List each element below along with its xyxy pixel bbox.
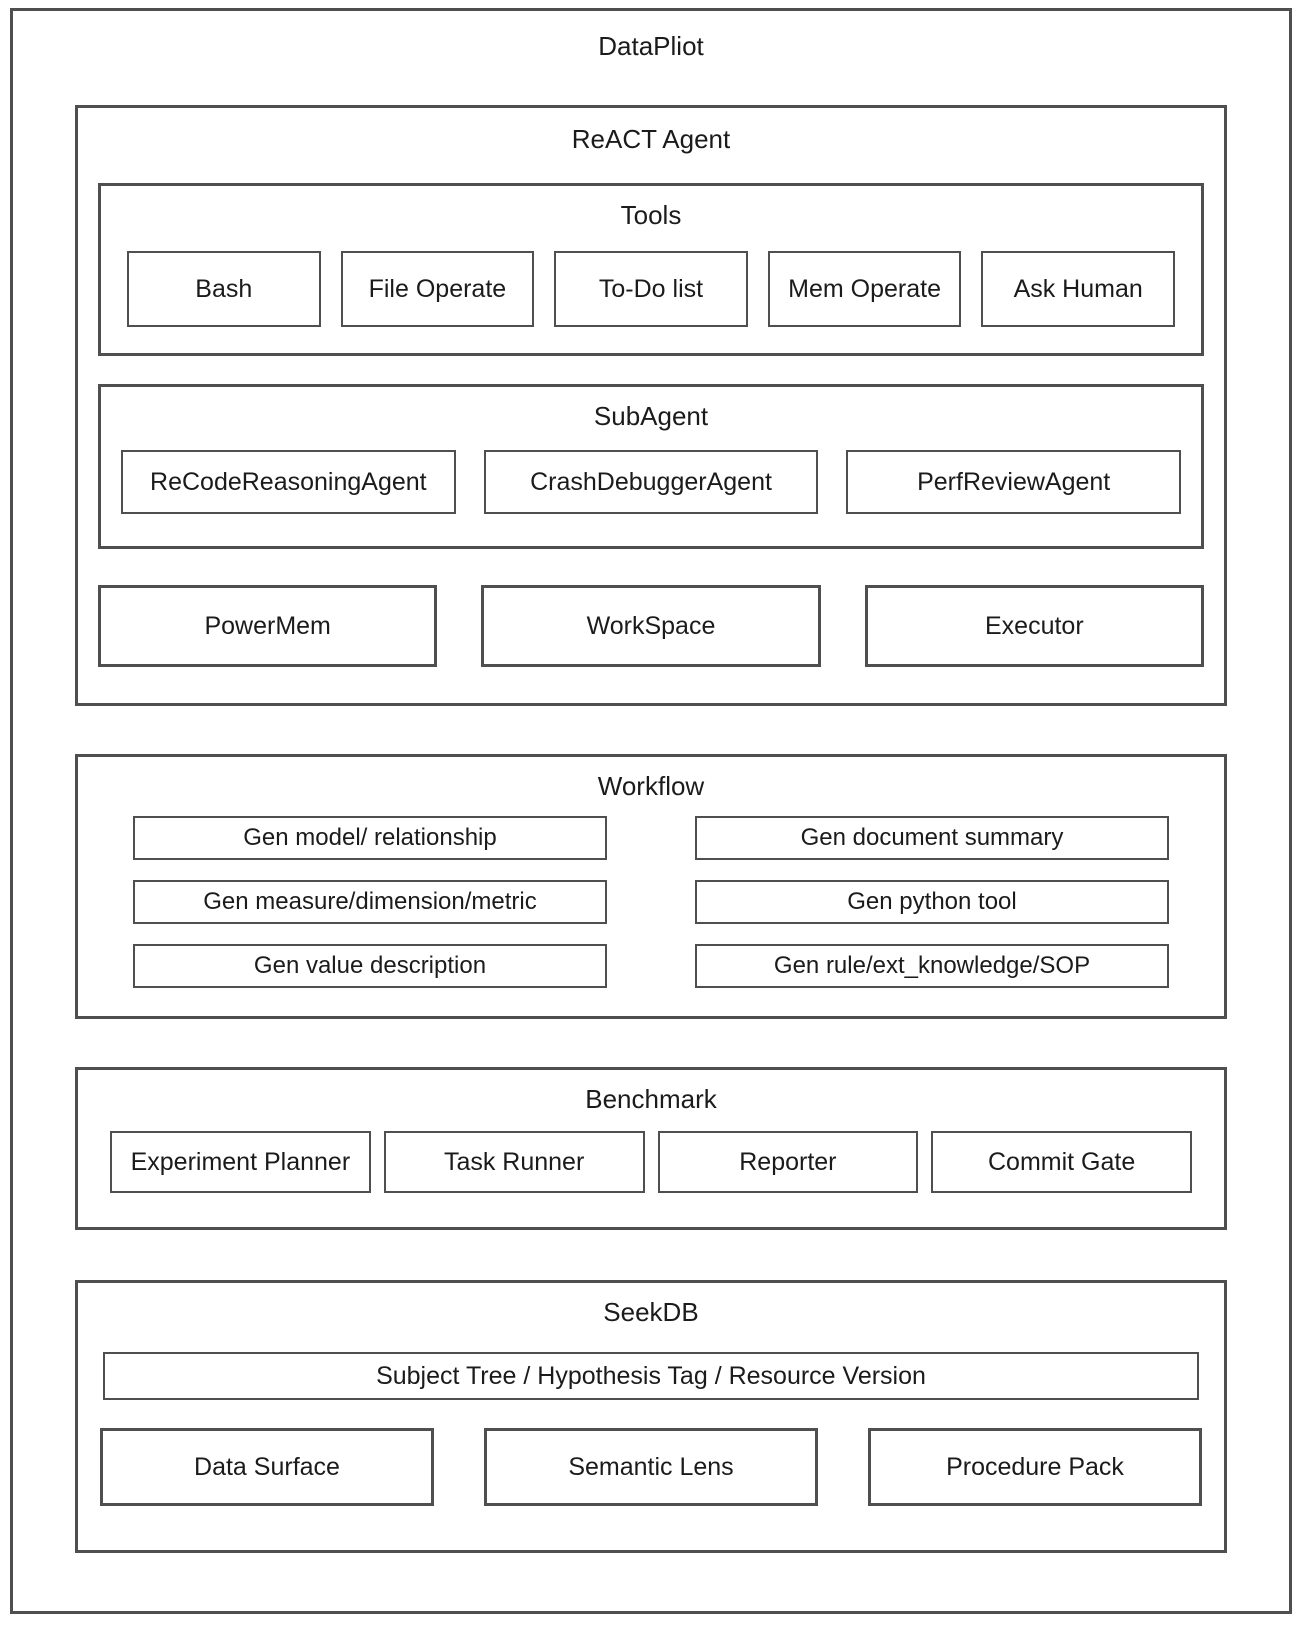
node-gen-rule-ext-knowledge-sop: Gen rule/ext_knowledge/SOP bbox=[695, 944, 1169, 988]
subagent-row bbox=[121, 450, 1181, 514]
seekdb-row bbox=[100, 1428, 1202, 1506]
workflow-title: Workflow bbox=[597, 771, 705, 801]
react-agent-components-row bbox=[98, 585, 1204, 667]
node-crash-debugger-agent: CrashDebuggerAgent bbox=[484, 450, 819, 514]
node-recode-reasoning-agent: ReCodeReasoningAgent bbox=[121, 450, 456, 514]
benchmark-row bbox=[110, 1131, 1192, 1193]
node-mem-operate: Mem Operate bbox=[768, 251, 962, 327]
node-task-runner: Task Runner bbox=[384, 1131, 645, 1193]
node-gen-measure-dimension-metric: Gen measure/dimension/metric bbox=[133, 880, 607, 924]
node-gen-model-relationship: Gen model/ relationship bbox=[133, 816, 607, 860]
subagent-group bbox=[98, 384, 1204, 549]
node-data-surface: Data Surface bbox=[100, 1428, 434, 1506]
seekdb-title: SeekDB bbox=[603, 1297, 699, 1327]
benchmark-section bbox=[75, 1067, 1227, 1230]
node-subject-tree-hypothesis-tag-resource-version: Subject Tree / Hypothesis Tag / Resource Version bbox=[103, 1352, 1199, 1400]
tools-row bbox=[127, 251, 1175, 327]
tools-group bbox=[98, 183, 1204, 356]
node-gen-document-summary: Gen document summary bbox=[695, 816, 1169, 860]
node-semantic-lens: Semantic Lens bbox=[484, 1428, 818, 1506]
workflow-grid bbox=[133, 816, 1169, 988]
node-ask-human: Ask Human bbox=[981, 251, 1175, 327]
node-commit-gate: Commit Gate bbox=[931, 1131, 1192, 1193]
outer-frame bbox=[10, 8, 1292, 1614]
react-agent-title: ReACT Agent bbox=[571, 124, 731, 154]
node-reporter: Reporter bbox=[658, 1131, 919, 1193]
benchmark-title: Benchmark bbox=[585, 1084, 717, 1114]
tools-title: Tools bbox=[620, 200, 682, 230]
node-file-operate: File Operate bbox=[341, 251, 535, 327]
node-workspace: WorkSpace bbox=[481, 585, 820, 667]
workflow-section bbox=[75, 754, 1227, 1019]
react-agent-section bbox=[75, 105, 1227, 706]
node-gen-value-description: Gen value description bbox=[133, 944, 607, 988]
node-executor: Executor bbox=[865, 585, 1204, 667]
node-procedure-pack: Procedure Pack bbox=[868, 1428, 1202, 1506]
node-experiment-planner: Experiment Planner bbox=[110, 1131, 371, 1193]
diagram-title: DataPliot bbox=[598, 31, 704, 61]
node-bash: Bash bbox=[127, 251, 321, 327]
node-perf-review-agent: PerfReviewAgent bbox=[846, 450, 1181, 514]
node-powermem: PowerMem bbox=[98, 585, 437, 667]
subagent-title: SubAgent bbox=[593, 401, 709, 431]
seekdb-section bbox=[75, 1280, 1227, 1553]
node-todo-list: To-Do list bbox=[554, 251, 748, 327]
node-gen-python-tool: Gen python tool bbox=[695, 880, 1169, 924]
